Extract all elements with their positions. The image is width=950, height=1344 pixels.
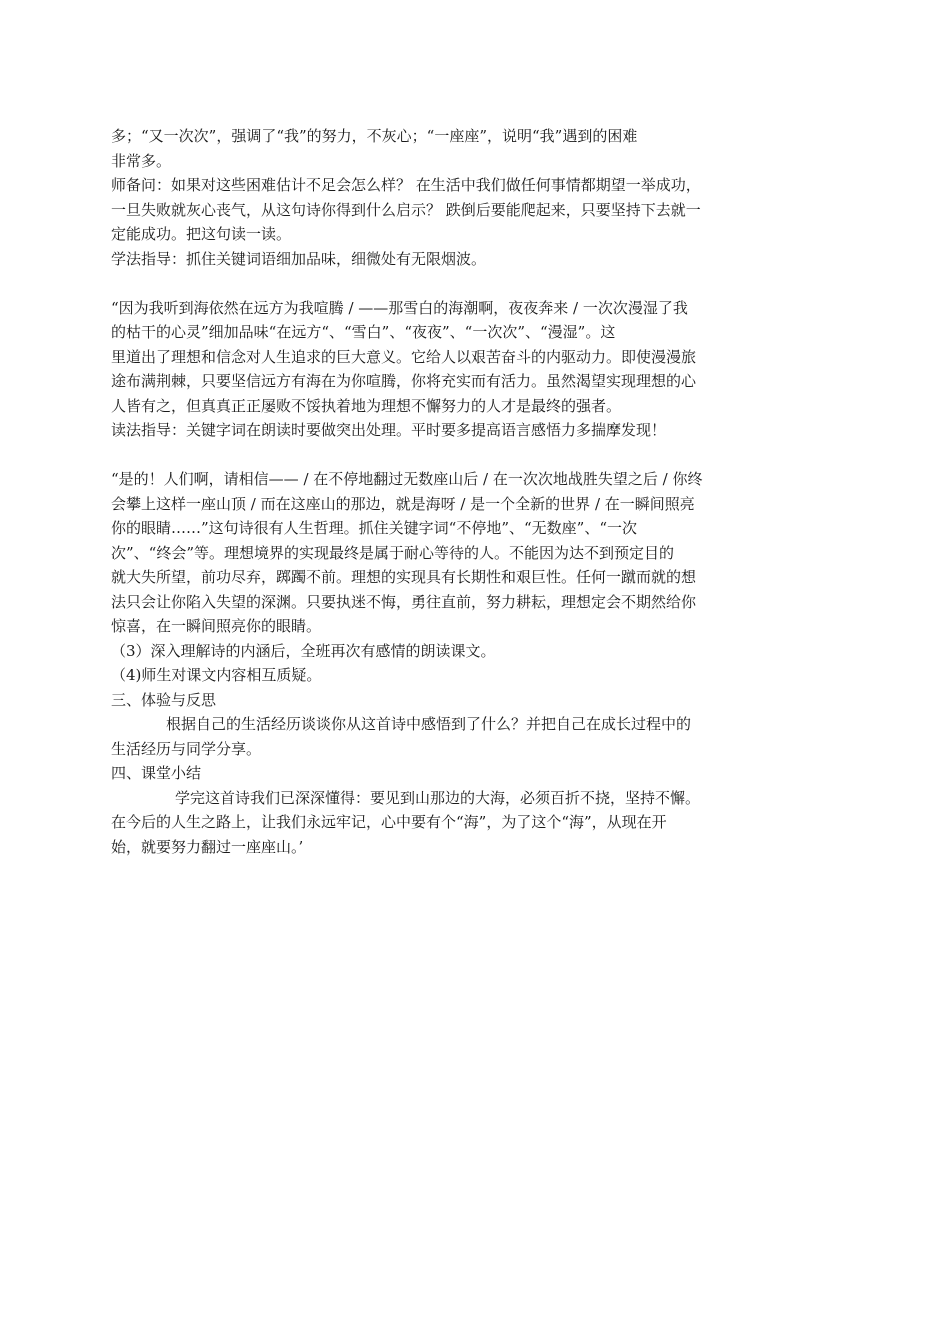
text-line: 非常多。 [111, 151, 172, 170]
text-line: 始，就要努力翻过一座座山。’ [111, 837, 304, 856]
text-line: （4)师生对课文内容相互质疑。 [111, 666, 322, 684]
text-line: 在今后的人生之路上，让我们永远牢记，心中要有个“海”，为了这个“海”，从现在开 [111, 813, 667, 831]
text-line: 多；“又一次次”，强调了“我”的努力，不灰心；“一座座”，说明“我”遇到的困难 [111, 127, 638, 145]
text-line: 的枯干的心灵”细加品味“在远方“、“雪白”、“夜夜”、“一次次”、“漫湿”。这 [111, 323, 616, 341]
text-line: 生活经历与同学分享。 [111, 739, 262, 758]
text-line: 惊喜，在一瞬间照亮你的眼睛。 [111, 617, 322, 635]
text-line: 读法指导：关键字词在朗读时要做突出处理。平时要多提高语言感悟力多揣摩发现！ [111, 421, 667, 439]
document-body [111, 124, 775, 859]
text-line: 次”、“终会”等。理想境界的实现最终是属于耐心等待的人。不能因为达不到预定目的 [111, 543, 675, 562]
text-line: 就大失所望，前功尽弃，踯躅不前。理想的实现具有长期性和艰巨性。任何一蹴而就的想 [111, 568, 697, 586]
section-heading: 三、体验与反思 [111, 690, 217, 709]
text-line: “因为我听到海依然在远方为我喧腾 / ——那雪白的海潮啊，夜夜奔来 / 一次次漫湿了我 [111, 298, 688, 317]
text-line: 一旦失败就灰心丧气，从这句诗你得到什么启示？ 跌倒后要能爬起来，只要坚持下去就一 [111, 200, 701, 219]
text-line: 师备问：如果对这些困难估计不足会怎么样？ 在生活中我们做任何事情都期望一举成功， [111, 176, 701, 194]
blank-line [111, 443, 775, 468]
text-line: 途布满荆棘，只要坚信远方有海在为你喧腾，你将充实而有活力。虽然渴望实现理想的心 [111, 372, 697, 390]
text-line: 会攀上这样一座山顶 / 而在这座山的那边，就是海呀 / 是一个全新的世界 / 在一瞬间照亮 [111, 494, 695, 513]
text-line: 学完这首诗我们已深深懂得：要见到山那边的大海，必须百折不挠，坚持不懈。 [175, 788, 701, 807]
text-line: （3）深入理解诗的内涵后，全班再次有感情的朗读课文。 [111, 641, 496, 660]
text-line: 里道出了理想和信念对人生追求的巨大意义。它给人以艰苦奋斗的内驱动力。即使漫漫旅 [111, 347, 697, 366]
text-line: “是的！人们啊，请相信—— / 在不停地翻过无数座山后 / 在一次次地战胜失望之后 / 你终 [111, 470, 703, 488]
text-line: 定能成功。把这句读一读。 [111, 225, 292, 243]
text-line: 学法指导：抓住关键词语细加品味，细微处有无限烟波。 [111, 249, 487, 268]
section-heading: 四、课堂小结 [111, 764, 202, 782]
text-line: 你的眼睛……”这句诗很有人生哲理。抓住关键字词“不停地”、“无数座”、“一次 [111, 519, 638, 537]
text-line: 根据自己的生活经历谈谈你从这首诗中感悟到了什么？并把自己在成长过程中的 [166, 715, 692, 733]
text-line: 人皆有之，但真真正正屡败不馁执着地为理想不懈努力的人才是最终的强者。 [111, 396, 622, 415]
blank-line [111, 271, 775, 296]
text-line: 法只会让你陷入失望的深渊。只要执迷不悔，勇往直前，努力耕耘，理想定会不期然给你 [111, 592, 697, 611]
